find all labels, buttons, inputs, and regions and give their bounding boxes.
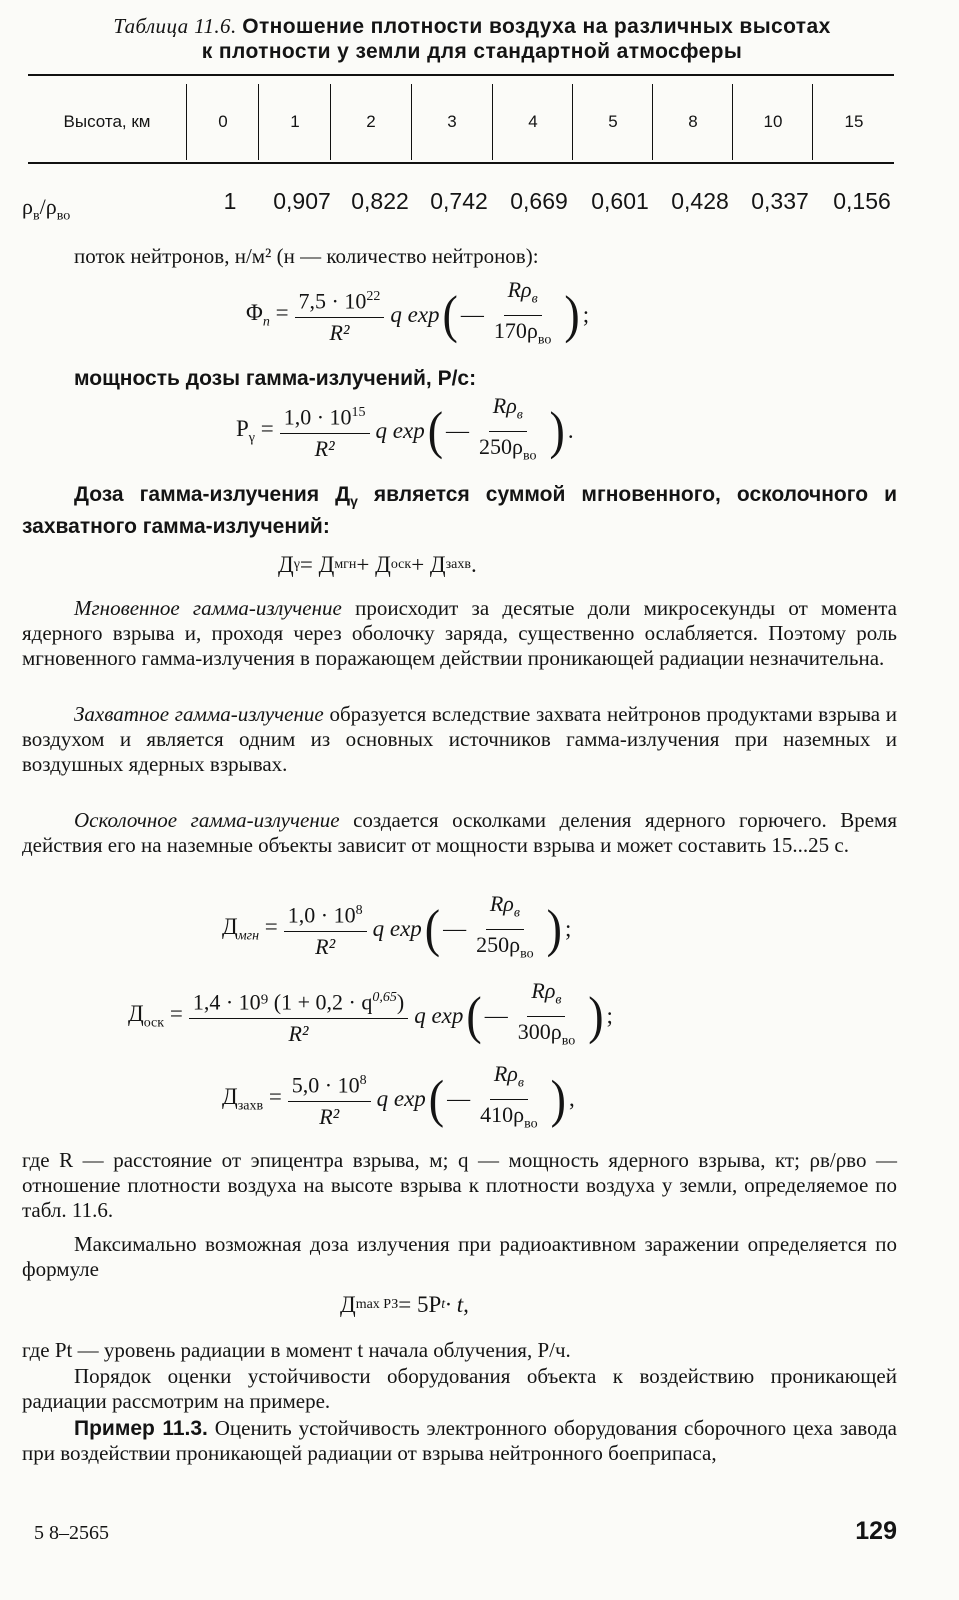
example-paragraph: Пример 11.3. Оценить устойчивость электронного оборудования сборочного цеха завода при воздействии проникающей радиации от взрыва нейтронного боеприпаса, [22,1416,897,1465]
gamma-rate-intro: мощность дозы гамма-излучений, Р/с: [74,367,477,390]
header-height-1: 1 [290,112,300,131]
instant-gamma-paragraph: Мгновенное гамма-излучение происходит за десятые доли микросекунды от момента ядерного взрыва и, проходя через оболочку заряда, существенно ослабляется. Поэтому роль мгновенного гамма-излучения в поражающем действии проникающей радиации незначительна. [22,596,898,670]
density-value-2: 0,822 [351,188,409,214]
where-pt-paragraph: где Рt — уровень радиации в момент t начала облучения, Р/ч. [22,1338,571,1362]
page-number: 129 [855,1517,897,1545]
table-caption [22,14,922,64]
density-value-1: 0,907 [273,188,331,214]
column-separator [812,84,813,160]
neutron-flux-intro: поток нейтронов, н/м² (н — количество нейтронов): [74,244,539,268]
density-value-8: 0,428 [671,188,729,214]
formula-max-dose: Д max РЗ = 5Р t · t, [340,1292,469,1317]
table-header-rule [28,162,894,164]
dose-intro-paragraph: Доза гамма-излучения $Д_\gamma$ является суммой мгновенного, осколочного и захватного гамма-излучений: [22,483,897,539]
order-paragraph: Порядок оценки устойчивости оборудования объекта к воздействию проникающей радиации рассмотрим на примере. [22,1364,897,1413]
table-label: Таблица 11.6. [113,14,237,38]
density-value-10: 0,337 [751,188,809,214]
density-value-0: 1 [223,188,237,214]
column-separator [411,84,412,160]
formula-capture-dose: $Д_{захв}$ = $\frac{5,0 \cdot 10^8}{\text{R²}}$ q exp ( — $\frac{R\rho_в}{410\rho_{во}}$ ) , [222,1061,575,1131]
table-title-line1: Отношение плотности воздуха на различных высотах [242,15,831,38]
capture-gamma-paragraph: Захватное гамма-излучение образуется вследствие захвата нейтронов продуктами взрыва и воздухом и является одним из основных источников гамма-излучения при наземных и воздушных ядерных взрывах. [22,702,897,776]
formula-gamma-rate: $Р_\gamma$ = $\frac{1,0 \cdot 10^{15}}{\text{R²}}$ q exp ( — $\frac{R\rho_в}{250\rho_{во}}$ ) . [236,393,574,463]
header-height-3: 3 [447,112,457,131]
header-height-2: 2 [366,112,376,131]
signature-mark: 5 8–2565 [34,1522,109,1544]
header-height-15: 15 [844,112,864,131]
formula-dose-sum: Д γ = Д мгн + Д оск + Д захв . [278,552,477,577]
table-title-line2: к плотности у земли для стандартной атмосферы [201,40,743,63]
column-separator [492,84,493,160]
column-separator [572,84,573,160]
formula-instant-dose: $Д_{мгн}$ = $\frac{1,0 \cdot 10^8}{\text{R²}}$ q exp ( — $\frac{R\rho_в}{250\rho_{во}}$ ) ; [222,891,572,961]
density-value-4: 0,669 [510,188,568,214]
density-value-5: 0,601 [591,188,649,214]
column-separator [732,84,733,160]
formula-neutron-flux: $\Phi_n$ = $\frac{7,5 \cdot 10^{22}}{\text{R²}}$ q exp ( — $\frac{R\rho_в}{170\rho_{во}}$ ) ; [246,277,590,347]
header-height-0: 0 [218,112,228,131]
density-ratio-label: $\rho_в/\rho_{во}$ [22,194,71,224]
column-separator [186,84,187,160]
fragment-gamma-paragraph: Осколочное гамма-излучение создается осколками деления ядерного горючего. Время действия его на наземные объекты зависит от мощности взрыва и может составить 15...25 с. [22,808,897,857]
header-height-10: 10 [763,112,783,131]
density-value-3: 0,742 [430,188,488,214]
header-height-5: 5 [608,112,618,131]
header-height-4: 4 [528,112,538,131]
column-separator [330,84,331,160]
where-r-paragraph: где R — расстояние от эпицентра взрыва, м; q — мощность ядерного взрыва, кт; ρв/ρво — отношение плотности воздуха на высоте взрыва к плотности воздуха у земли, определяемое по табл. 11.6. [22,1148,897,1222]
header-height-label: Высота, км [63,112,151,131]
table-top-rule [28,74,894,76]
density-value-15: 0,156 [833,188,891,214]
formula-fragment-dose: $Д_{оск}$ = $\frac{1,4 \cdot 10^9 (1 + 0,2 \cdot q^{0,65})}{\text{R²}}$ q exp ( — $\frac{R\rho_в}{300\rho_{во}}$ ) ; [128,978,613,1048]
column-separator [258,84,259,160]
header-height-8: 8 [688,112,698,131]
max-dose-paragraph: Максимально возможная доза излучения при радиоактивном заражении определяется по формуле [22,1232,897,1281]
column-separator [652,84,653,160]
